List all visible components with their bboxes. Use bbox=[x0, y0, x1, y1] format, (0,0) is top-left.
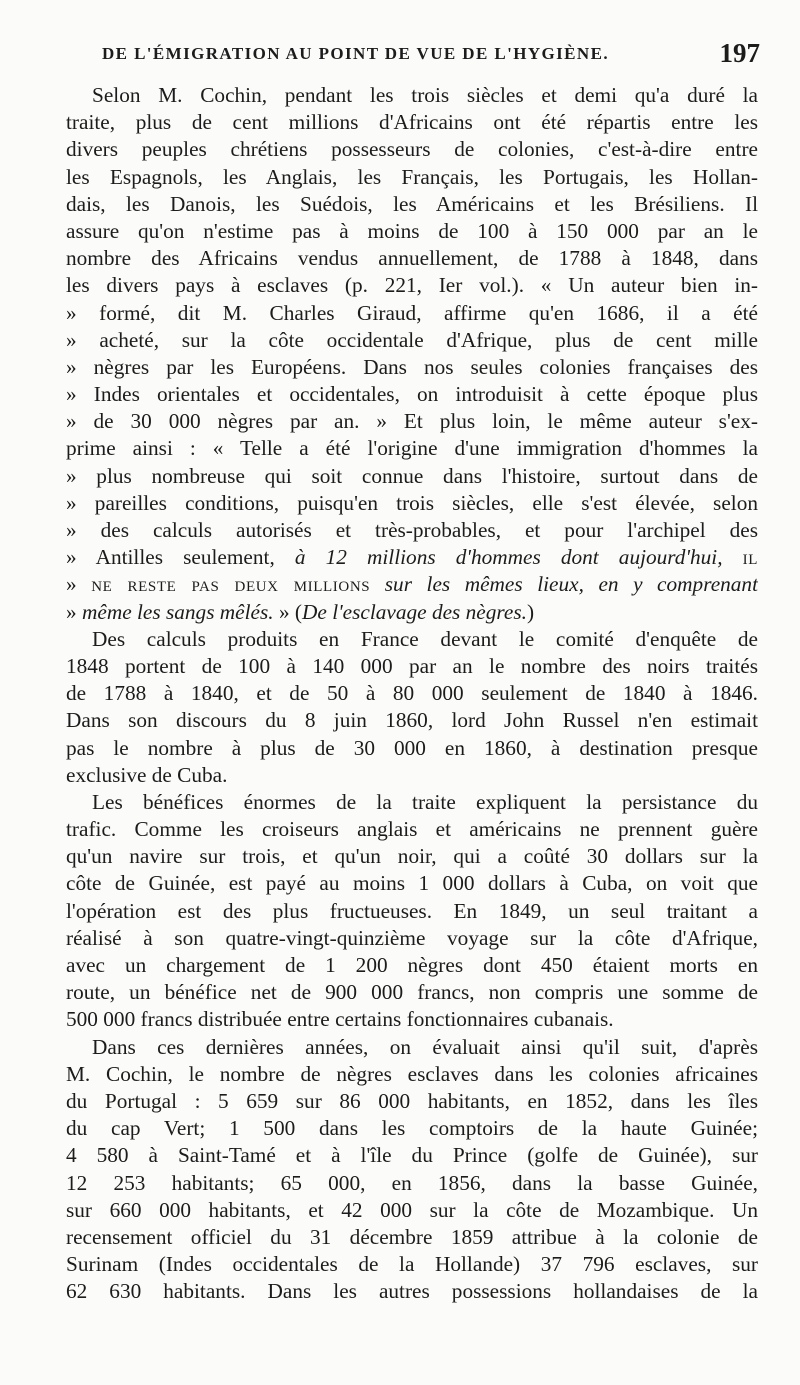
text-line: » Indes orientales et occidentales, on introduisit à cette époque plus bbox=[66, 382, 758, 407]
paragraph-3 bbox=[40, 789, 758, 1034]
text-line: Dans son discours du 8 juin 1860, lord John Russel n'en estimait bbox=[66, 708, 758, 733]
text-line: traite, plus de cent millions d'Africains ont été répartis entre les bbox=[66, 110, 758, 135]
text-line: M. Cochin, le nombre de nègres esclaves dans les colonies africaines bbox=[66, 1061, 758, 1086]
text-line: divers peuples chrétiens possesseurs de colonies, c'est-à-dire entre bbox=[66, 137, 758, 162]
page-header bbox=[40, 36, 760, 76]
text-line bbox=[40, 599, 758, 626]
text-line: du Portugal : 5 659 sur 86 000 habitants, en 1852, dans les îles bbox=[66, 1088, 758, 1113]
italic-segment: sur les mêmes lieux, en y comprenant bbox=[384, 572, 758, 597]
text-line: Des calculs produits en France devant le comité d'enquête de bbox=[92, 626, 758, 651]
small-caps-segment: ne reste pas deux millions bbox=[91, 572, 371, 597]
text-line: » de 30 000 nègres par an. » Et plus loin, le même auteur s'ex- bbox=[66, 409, 758, 434]
text-line: côte de Guinée, est payé au moins 1 000 dollars à Cuba, on voit que bbox=[66, 871, 758, 896]
text-line: réalisé à son quatre-vingt-quinzième voyage sur la côte d'Afrique, bbox=[66, 925, 758, 950]
page-number: 197 bbox=[719, 38, 760, 68]
text-line: de 1788 à 1840, et de 50 à 80 000 seulement de 1840 à 1846. bbox=[66, 681, 758, 706]
text-line: du cap Vert; 1 500 dans les comptoirs de la haute Guinée; bbox=[66, 1116, 758, 1141]
text-line: les divers pays à esclaves (p. 221, Ier vol.). « Un auteur bien in- bbox=[66, 273, 758, 298]
text-line: Dans ces dernières années, on évaluait ainsi qu'il suit, d'après bbox=[92, 1034, 758, 1059]
text-line: Selon M. Cochin, pendant les trois siècles et demi qu'a duré la bbox=[92, 83, 758, 107]
text-line: pas le nombre à plus de 30 000 en 1860, à destination presque bbox=[66, 735, 758, 760]
text-line: route, un bénéfice net de 900 000 francs, non compris une somme de bbox=[66, 980, 758, 1005]
paragraph-4 bbox=[40, 1034, 758, 1306]
paragraph-1 bbox=[40, 82, 758, 626]
paragraph-2 bbox=[40, 626, 758, 789]
text-line: les Espagnols, les Anglais, les Français, les Portugais, les Hollan- bbox=[66, 164, 758, 189]
text-line: avec un chargement de 1 200 nègres dont 450 étaient morts en bbox=[66, 953, 758, 977]
text-line: » formé, dit M. Charles Giraud, affirme qu'en 1686, il a été bbox=[66, 300, 758, 325]
text-line: l'opération est des plus fructueuses. En 1849, un seul traitant a bbox=[66, 898, 758, 923]
text-line: dais, les Danois, les Suédois, les Américains et les Brésiliens. Il bbox=[66, 191, 758, 216]
text-line: 500 000 francs distribuée entre certains fonctionnaires cubanais. bbox=[66, 1007, 614, 1032]
text-line: » acheté, sur la côte occidentale d'Afrique, plus de cent mille bbox=[66, 327, 758, 352]
text-line: Les bénéfices énormes de la traite expliquent la persistance du bbox=[92, 789, 758, 814]
text-segment: » bbox=[66, 572, 92, 597]
body-text bbox=[40, 82, 758, 1305]
text-line: Surinam (Indes occidentales de la Hollande) 37 796 esclaves, sur bbox=[66, 1252, 758, 1277]
italic-segment: à 12 millions d'hommes dont aujourd'hui, bbox=[294, 545, 723, 570]
text-line: prime ainsi : « Telle a été l'origine d'une immigration d'hommes la bbox=[66, 436, 758, 461]
small-caps-segment: il bbox=[742, 545, 758, 570]
text-segment: » Antilles seulement, bbox=[66, 545, 295, 570]
text-line: 62 630 habitants. Dans les autres possessions hollandaises de la bbox=[66, 1279, 758, 1304]
text-line: » pareilles conditions, puisqu'en trois siècles, elle s'est élevée, selon bbox=[66, 490, 758, 515]
text-segment: ) bbox=[526, 599, 535, 624]
source-citation: De l'esclavage des nègres. bbox=[302, 599, 527, 624]
text-line: qu'un navire sur trois, et qu'un noir, qui a coûté 30 dollars sur la bbox=[66, 844, 758, 869]
text-line: sur 660 000 habitants, et 42 000 sur la côte de Mozambique. Un bbox=[66, 1197, 758, 1222]
text-segment: » ( bbox=[278, 599, 303, 624]
text-line: 4 580 à Saint-Tamé et à l'île du Prince (golfe de Guinée), sur bbox=[66, 1143, 758, 1168]
text-line: 1848 portent de 100 à 140 000 par an le nombre des noirs traités bbox=[66, 653, 758, 678]
text-line: » plus nombreuse qui soit connue dans l'histoire, surtout dans de bbox=[66, 463, 758, 488]
text-line bbox=[40, 544, 758, 571]
text-line bbox=[40, 571, 758, 598]
running-head: DE L'ÉMIGRATION AU POINT DE VUE DE L'HYGIÈNE. bbox=[102, 44, 609, 63]
text-line: nombre des Africains vendus annuellement, de 1788 à 1848, dans bbox=[66, 246, 758, 271]
text-line: » nègres par les Européens. Dans nos seules colonies françaises des bbox=[66, 354, 758, 379]
text-segment: » bbox=[66, 599, 82, 624]
text-line: assure qu'on n'estime pas à moins de 100 à 150 000 par an le bbox=[66, 218, 758, 243]
italic-segment: même les sangs mêlés. bbox=[81, 599, 274, 624]
text-line: » des calculs autorisés et très-probables, et pour l'archipel des bbox=[66, 518, 758, 542]
text-line: exclusive de Cuba. bbox=[66, 762, 228, 787]
text-line: trafic. Comme les croiseurs anglais et américains ne prennent guère bbox=[66, 817, 758, 842]
text-line: recensement officiel du 31 décembre 1859 attribue à la colonie de bbox=[66, 1224, 758, 1249]
text-line: 12 253 habitants; 65 000, en 1856, dans la basse Guinée, bbox=[66, 1170, 758, 1195]
